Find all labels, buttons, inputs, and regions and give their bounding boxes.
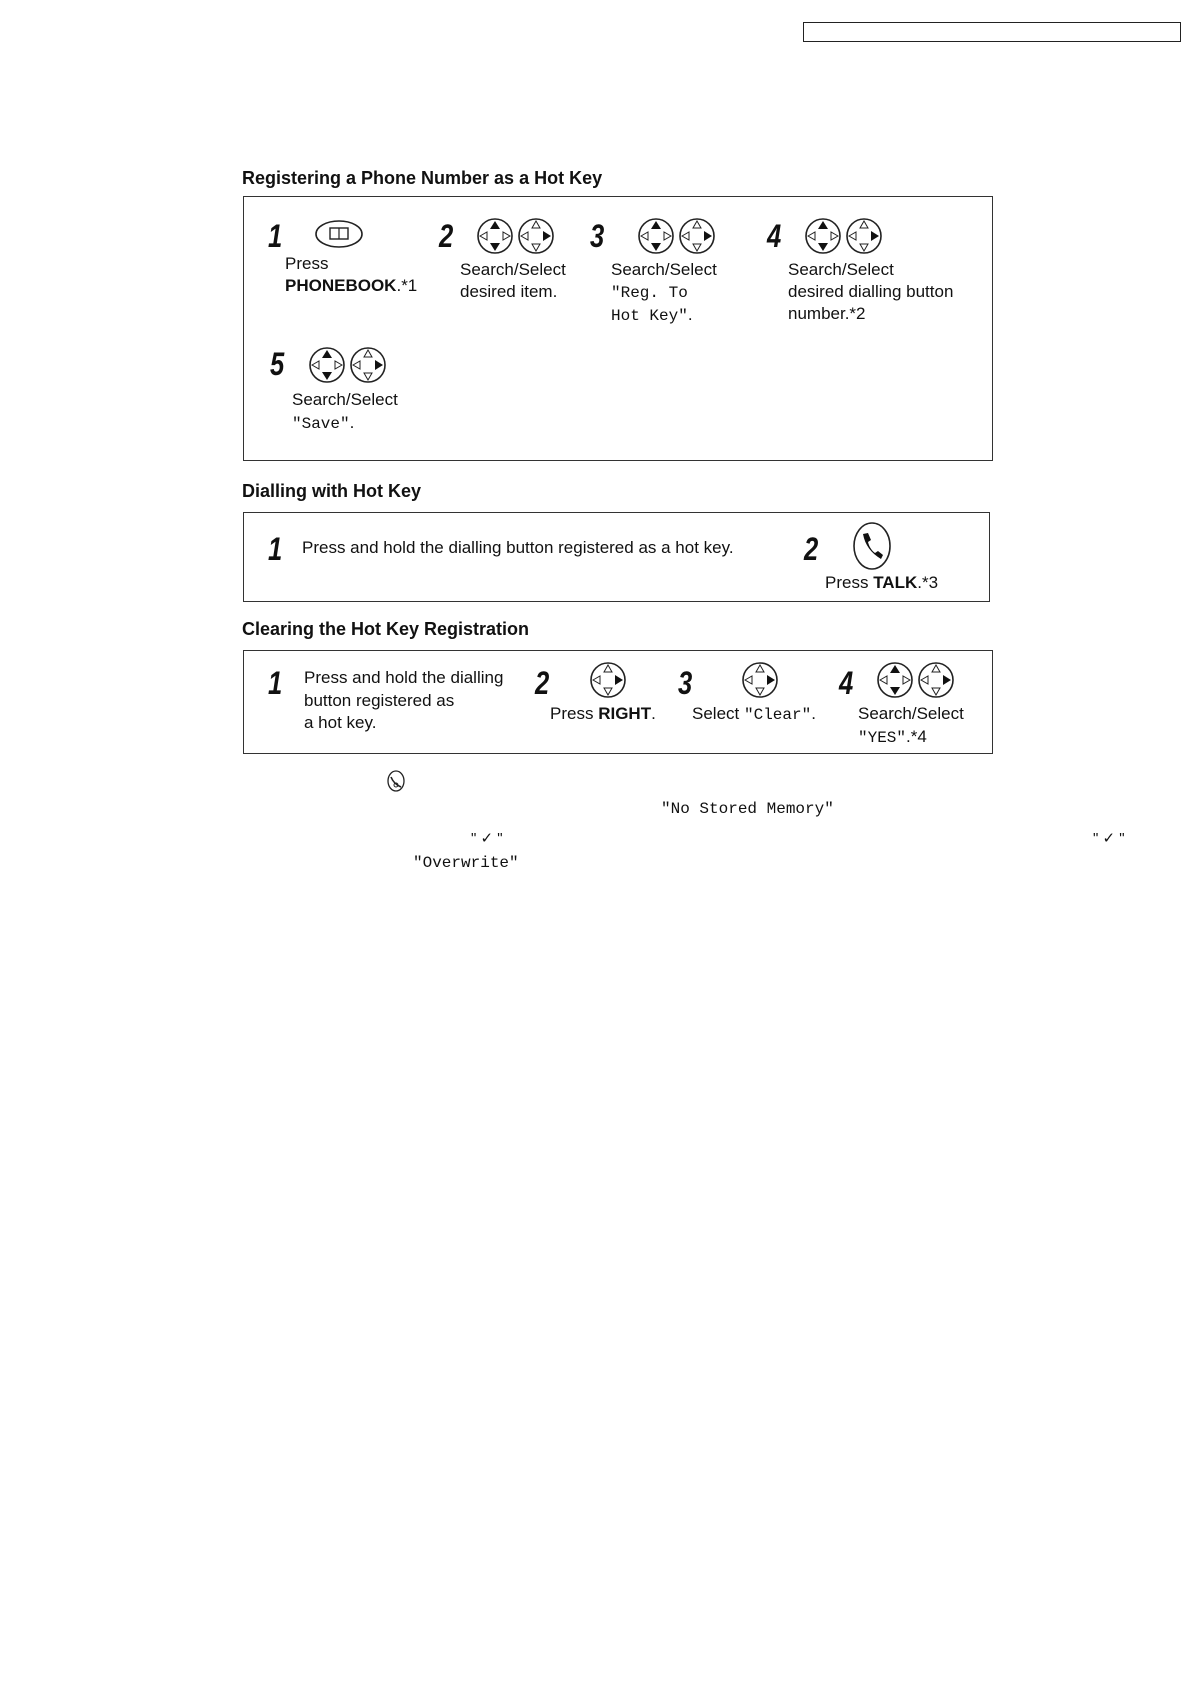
clearing-step-4-code: "YES" bbox=[858, 729, 907, 747]
register-step-5-code: "Save" bbox=[292, 415, 350, 433]
register-step-4-number: 4 bbox=[767, 218, 782, 254]
register-step-4-line1: Search/Select bbox=[788, 260, 894, 279]
dialling-step-2-suffix: .*3 bbox=[917, 573, 939, 592]
register-step-3-number: 3 bbox=[590, 218, 605, 254]
phonebook-label: PHONEBOOK bbox=[285, 276, 397, 295]
register-step-3-line1: Search/Select bbox=[611, 260, 717, 279]
navigator-key-icon bbox=[638, 217, 718, 255]
clearing-step-1-number: 1 bbox=[268, 665, 283, 701]
clearing-step-3-text bbox=[692, 703, 816, 726]
check-mark-right: " ✓ " bbox=[1093, 830, 1125, 847]
register-step-3-code1: "Reg. To bbox=[611, 284, 688, 302]
register-step-4-line2: desired dialling button bbox=[788, 282, 954, 301]
navigator-right-icon bbox=[589, 661, 627, 699]
clearing-step-2-number: 2 bbox=[535, 665, 550, 701]
register-step-1-number: 1 bbox=[268, 218, 283, 254]
register-step-1-line2 bbox=[285, 275, 417, 297]
register-step-4-line3: number.*2 bbox=[788, 304, 866, 323]
register-step-5-end: . bbox=[349, 413, 355, 432]
clearing-step-2-text bbox=[550, 703, 656, 725]
register-step-2-line1: Search/Select bbox=[460, 260, 566, 279]
dialling-step-1-number: 1 bbox=[268, 531, 283, 567]
check-mark-left: " ✓ " bbox=[471, 830, 503, 847]
register-step-5-line2 bbox=[292, 412, 354, 435]
navigator-right-icon bbox=[741, 661, 779, 699]
dialling-step-1-text: Press and hold the dialling button registered as a hot key. bbox=[302, 538, 734, 557]
register-step-5-number: 5 bbox=[270, 346, 285, 382]
clearing-step-3-suffix: . bbox=[811, 704, 816, 723]
clearing-step-1-line3: a hot key. bbox=[304, 713, 377, 732]
dialling-step-2-prefix: Press bbox=[825, 573, 874, 592]
navigator-key-icon bbox=[309, 346, 389, 384]
register-step-3-end: . bbox=[687, 305, 693, 324]
phonebook-button-icon bbox=[314, 219, 364, 249]
dialling-step-2-number: 2 bbox=[804, 531, 819, 567]
clearing-step-4-number: 4 bbox=[839, 665, 854, 701]
clearing-step-4-line1: Search/Select bbox=[858, 704, 964, 723]
register-section-title: Registering a Phone Number as a Hot Key bbox=[242, 168, 603, 188]
header-box bbox=[803, 22, 1181, 42]
clearing-section-title: Clearing the Hot Key Registration bbox=[242, 619, 530, 639]
register-step-3-code2: Hot Key" bbox=[611, 307, 688, 325]
talk-label: TALK bbox=[873, 573, 918, 592]
clearing-step-3-code: "Clear" bbox=[743, 706, 812, 724]
clearing-step-4-line2 bbox=[858, 726, 927, 749]
talk-button-icon bbox=[852, 521, 892, 571]
off-button-icon bbox=[386, 770, 406, 792]
overwrite-text: "Overwrite" bbox=[413, 854, 519, 872]
navigator-key-icon bbox=[805, 217, 885, 255]
navigator-key-icon bbox=[877, 661, 957, 699]
right-label: RIGHT bbox=[598, 704, 652, 723]
register-step-3-line3 bbox=[611, 304, 693, 327]
no-stored-memory-text: "No Stored Memory" bbox=[661, 800, 834, 818]
navigator-key-icon bbox=[477, 217, 557, 255]
register-step-1-line1: Press bbox=[285, 254, 329, 273]
register-step-1-suffix: .*1 bbox=[396, 276, 418, 295]
register-step-5-line1: Search/Select bbox=[292, 390, 398, 409]
clearing-step-2-suffix: . bbox=[651, 704, 656, 723]
clearing-step-3-number: 3 bbox=[678, 665, 693, 701]
clearing-step-3-prefix: Select bbox=[692, 704, 744, 723]
clearing-step-4-suffix: .*4 bbox=[906, 727, 927, 746]
clearing-step-1-line2: button registered as bbox=[304, 691, 455, 710]
register-step-2-line2: desired item. bbox=[460, 282, 558, 301]
register-step-2-number: 2 bbox=[439, 218, 454, 254]
clearing-step-2-prefix: Press bbox=[550, 704, 599, 723]
dialling-section-title: Dialling with Hot Key bbox=[242, 481, 422, 501]
clearing-step-1-line1: Press and hold the dialling bbox=[304, 668, 504, 687]
dialling-step-2-text bbox=[825, 572, 938, 594]
